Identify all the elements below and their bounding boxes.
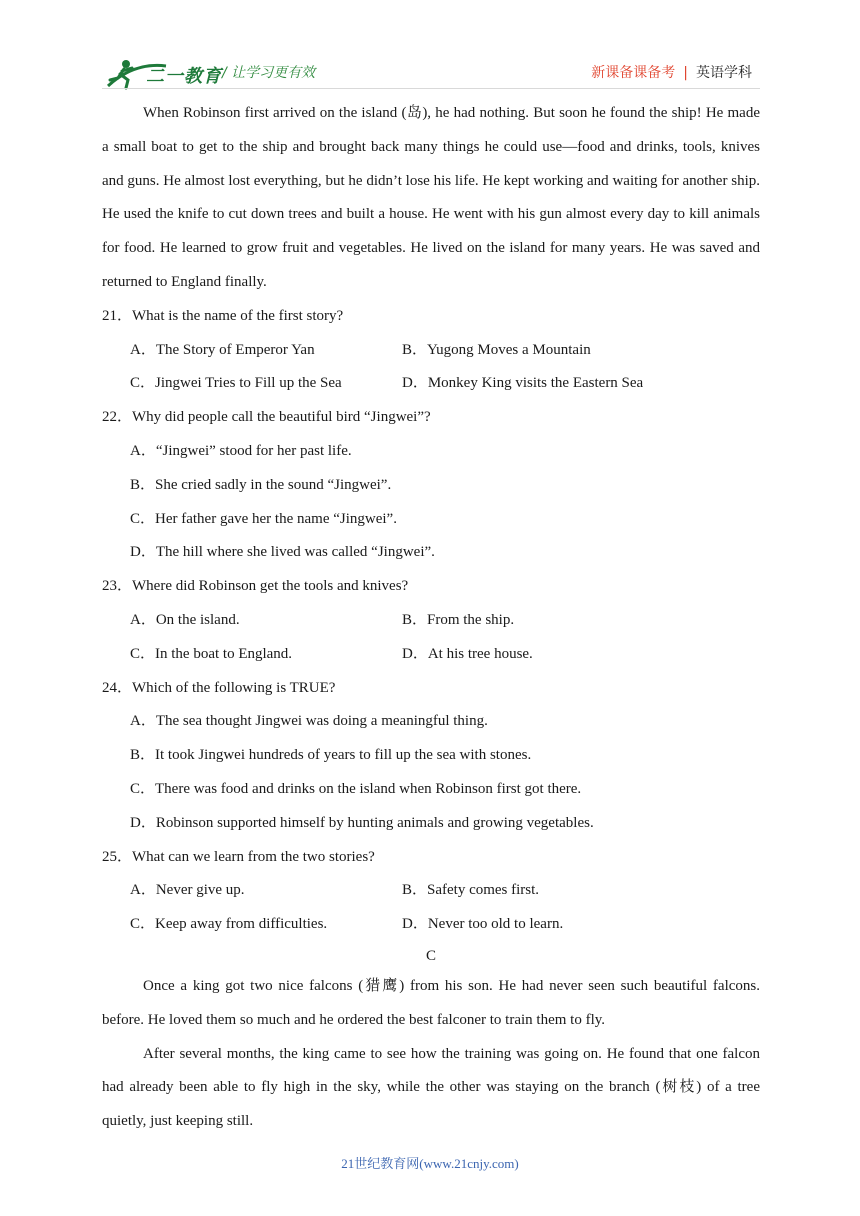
footer-link[interactable]: 21世纪教育网(www.21cnjy.com)	[341, 1156, 519, 1171]
question-22	[102, 401, 760, 570]
question-text: 24．Which of the following is TRUE?	[102, 679, 336, 696]
option-c: C．Keep away from difficulties.	[130, 916, 328, 933]
option-d: D．Never too old to learn.	[402, 916, 564, 933]
header-divider	[102, 88, 760, 89]
slogan: / 让学习更有效	[222, 65, 316, 81]
question-21	[102, 300, 760, 401]
header-right	[591, 62, 752, 82]
option-a: A．Never give up.	[130, 882, 245, 899]
header-separator: |	[683, 65, 688, 81]
option-c: C．Jingwei Tries to Fill up the Sea	[130, 375, 342, 392]
option-d: D．At his tree house.	[402, 645, 533, 662]
option-b: B．She cried sadly in the sound “Jingwei”.	[130, 476, 392, 493]
question-25	[102, 841, 760, 942]
question-24	[102, 672, 760, 841]
passage-c-paragraph-1: Once a king got two nice falcons (猎鹰) from his son. He had never seen such beautiful falcons. before. He loved them so much and he ordered the best falconer to train them to fly.	[102, 977, 760, 1028]
option-b: B．Safety comes first.	[402, 882, 540, 899]
subject-label: 英语学科	[696, 65, 752, 81]
question-text: 23．Where did Robinson get the tools and knives?	[102, 578, 409, 595]
option-c: C．There was food and drinks on the island when Robinson first got there.	[130, 780, 582, 797]
option-b: B．Yugong Moves a Mountain	[402, 341, 591, 358]
option-a: A．The Story of Emperor Yan	[130, 341, 315, 358]
question-23	[102, 570, 760, 671]
question-text: 25．What can we learn from the two stories?	[102, 848, 375, 865]
document-body	[102, 97, 760, 1139]
option-d: D．Robinson supported himself by hunting animals and growing vegetables.	[130, 814, 594, 831]
logo-text: 二一教育	[146, 66, 222, 87]
option-d: D．The hill where she lived was called “Jingwei”.	[130, 544, 435, 561]
passage-b-paragraph: When Robinson first arrived on the island (岛), he had nothing. But soon he found the ship! He made a small boat to get to the ship and brought back many things he could use—food and drinks, tools, knives and guns. He almost lost everything, but he didn’t lose his life. He kept working and waiting for another ship. He used the knife to cut down trees and built a house. He went with his gun almost every day to kill animals for food. He learned to grow fruit and vegetables. He lived on the island for many years. He was saved and returned to England finally.	[102, 105, 760, 290]
option-b: B．From the ship.	[402, 611, 515, 628]
option-c: C．In the boat to England.	[130, 645, 293, 662]
option-a: A．The sea thought Jingwei was doing a meaningful thing.	[130, 713, 488, 730]
page-header	[0, 0, 860, 96]
option-a: A．On the island.	[130, 611, 240, 628]
option-c: C．Her father gave her the name “Jingwei”.	[130, 510, 397, 527]
option-b: B．It took Jingwei hundreds of years to fill up the sea with stones.	[130, 747, 532, 764]
option-d: D．Monkey King visits the Eastern Sea	[402, 375, 644, 392]
course-label: 新课备课备考	[591, 65, 676, 81]
passage-c-paragraph-2: After several months, the king came to see how the training was going on. He found that one falcon had already been able to fly high in the sky, while the other was staying on the branch (树枝) of a tree quietly, just keeping still.	[102, 1045, 760, 1130]
section-heading-c: C	[425, 947, 436, 964]
question-text: 22．Why did people call the beautiful bird “Jingwei”?	[102, 409, 431, 426]
question-text: 21．What is the name of the first story?	[102, 307, 344, 324]
option-a: A．“Jingwei” stood for her past life.	[130, 442, 352, 459]
